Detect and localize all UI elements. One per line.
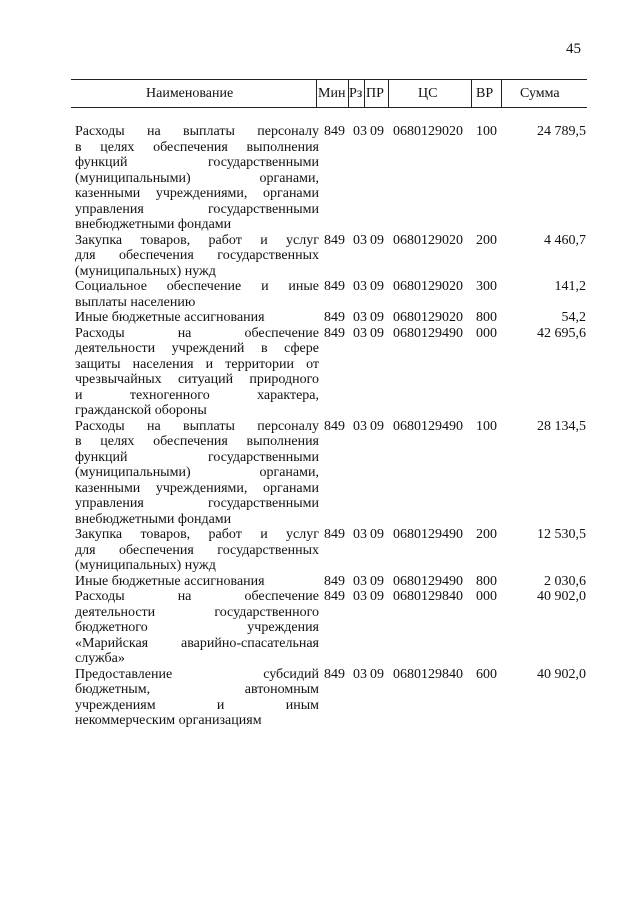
row-name-line: внебюджетными фондами	[75, 511, 232, 527]
row-name-line: гражданской обороны	[75, 403, 207, 418]
cell-pr: 09	[370, 527, 384, 542]
row-name-line: деятельности государственного	[75, 604, 319, 620]
row-name-line: для обеспечения государственных	[75, 248, 319, 263]
header-top-rule	[71, 79, 587, 80]
cell-sum: 24 789,5	[537, 124, 586, 139]
row-name-line: в целях обеспечения выполнения	[75, 139, 319, 155]
row-name	[75, 233, 319, 280]
cell-cs: 0680129490	[393, 418, 463, 434]
column-divider	[316, 79, 317, 107]
cell-pr: 09	[370, 666, 384, 682]
row-name-line: выплаты населению	[75, 294, 196, 310]
cell-pr: 09	[370, 589, 384, 604]
cell-rz: 03	[353, 325, 367, 341]
row-name-line: внебюджетными фондами	[75, 217, 232, 232]
row-name	[75, 574, 319, 590]
table-row	[0, 419, 639, 528]
row-name-line: управления государственными	[75, 496, 319, 511]
cell-min: 849	[324, 527, 345, 542]
header-vr: ВР	[476, 86, 494, 101]
column-divider	[388, 79, 389, 107]
cell-pr: 09	[370, 573, 384, 589]
cell-cs: 0680129020	[393, 279, 463, 294]
cell-pr: 09	[370, 124, 384, 139]
cell-vr: 200	[476, 232, 497, 248]
row-name-line: казенными учреждениями, органами	[75, 186, 319, 201]
row-name-line: (муниципальными) органами,	[75, 465, 319, 480]
cell-cs: 0680129490	[393, 325, 463, 341]
cell-min: 849	[324, 325, 345, 341]
cell-min: 849	[324, 232, 345, 248]
row-name-line: Закупка товаров, работ и услуг	[75, 527, 319, 542]
cell-vr: 800	[476, 573, 497, 589]
cell-sum: 54,2	[561, 310, 586, 325]
cell-cs: 0680129020	[393, 124, 463, 139]
cell-rz: 03	[353, 279, 367, 294]
cell-vr: 600	[476, 666, 497, 682]
column-divider	[471, 79, 472, 107]
row-name-line: защиты населения и территории от	[75, 356, 319, 372]
page-number: 45	[566, 41, 581, 57]
row-name-line: Закупка товаров, работ и услуг	[75, 232, 319, 248]
cell-min: 849	[324, 279, 345, 294]
row-name-line: Расходы на обеспечение	[75, 589, 319, 604]
header-name: Наименование	[146, 86, 234, 101]
table-row	[0, 124, 639, 233]
row-name-line: служба»	[75, 651, 125, 666]
cell-vr: 200	[476, 527, 497, 542]
cell-sum: 12 530,5	[537, 527, 586, 542]
row-name	[75, 419, 319, 528]
row-name-line: функций государственными	[75, 155, 319, 170]
column-divider	[364, 79, 365, 107]
row-name-line: (муниципальными) органами,	[75, 170, 319, 186]
row-name-line: Расходы на выплаты персоналу	[75, 418, 319, 434]
header-rz: Рз	[349, 86, 363, 101]
cell-pr: 09	[370, 232, 384, 248]
cell-rz: 03	[353, 527, 367, 542]
cell-cs: 0680129490	[393, 527, 463, 542]
cell-min: 849	[324, 589, 345, 604]
row-name	[75, 279, 319, 310]
row-name	[75, 326, 319, 419]
cell-pr: 09	[370, 418, 384, 434]
row-name-line: деятельности учреждений в сфере	[75, 341, 319, 356]
cell-vr: 000	[476, 589, 497, 604]
cell-min: 849	[324, 310, 345, 325]
header-pr: ПР	[366, 86, 384, 101]
row-name-line: учреждениям и иным	[75, 697, 319, 713]
cell-pr: 09	[370, 310, 384, 325]
cell-min: 849	[324, 573, 345, 589]
table-row	[0, 279, 639, 310]
cell-cs: 0680129840	[393, 666, 463, 682]
header-cs: ЦС	[418, 86, 438, 101]
cell-sum: 28 134,5	[537, 418, 586, 434]
table-row	[0, 326, 639, 419]
header-bottom-rule	[71, 107, 587, 108]
cell-sum: 40 902,0	[537, 666, 586, 682]
row-name-line: бюджетным, автономным	[75, 682, 319, 697]
cell-rz: 03	[353, 666, 367, 682]
cell-sum: 40 902,0	[537, 589, 586, 604]
cell-sum: 141,2	[554, 279, 586, 294]
table-row	[0, 527, 639, 574]
row-name-line: Расходы на выплаты персоналу	[75, 124, 319, 139]
cell-cs: 0680129490	[393, 573, 463, 589]
table-row	[0, 310, 639, 326]
cell-vr: 000	[476, 325, 497, 341]
cell-pr: 09	[370, 279, 384, 294]
row-name-line: в целях обеспечения выполнения	[75, 434, 319, 449]
cell-rz: 03	[353, 232, 367, 248]
row-name-line: функций государственными	[75, 449, 319, 465]
table-row	[0, 589, 639, 667]
cell-rz: 03	[353, 573, 367, 589]
table-row	[0, 667, 639, 729]
column-divider	[501, 79, 502, 107]
row-name	[75, 589, 319, 667]
cell-min: 849	[324, 124, 345, 139]
row-name-line: для обеспечения государственных	[75, 542, 319, 558]
row-name-line: (муниципальных) нужд	[75, 263, 216, 279]
table-body	[0, 124, 639, 729]
row-name-line: чрезвычайных ситуаций природного	[75, 372, 319, 387]
header-sum: Сумма	[520, 86, 560, 101]
cell-sum: 4 460,7	[544, 232, 586, 248]
cell-vr: 100	[476, 418, 497, 434]
cell-vr: 300	[476, 279, 497, 294]
row-name	[75, 310, 319, 326]
cell-rz: 03	[353, 589, 367, 604]
row-name-line: (муниципальных) нужд	[75, 558, 216, 573]
row-name	[75, 124, 319, 233]
cell-pr: 09	[370, 325, 384, 341]
row-name-line: Иные бюджетные ассигнования	[75, 310, 265, 325]
cell-vr: 100	[476, 124, 497, 139]
cell-sum: 42 695,6	[537, 325, 586, 341]
row-name-line: Иные бюджетные ассигнования	[75, 573, 265, 589]
row-name-line: Расходы на обеспечение	[75, 325, 319, 341]
cell-rz: 03	[353, 310, 367, 325]
row-name-line: казенными учреждениями, органами	[75, 480, 319, 496]
row-name-line: Предоставление субсидий	[75, 666, 319, 682]
table-row	[0, 574, 639, 590]
cell-min: 849	[324, 418, 345, 434]
table-row	[0, 233, 639, 280]
cell-cs: 0680129840	[393, 589, 463, 604]
cell-vr: 800	[476, 310, 497, 325]
header-min: Мин	[318, 86, 346, 101]
cell-rz: 03	[353, 124, 367, 139]
row-name-line: «Марийская аварийно-спасательная	[75, 635, 319, 651]
row-name-line: и техногенного характера,	[75, 387, 319, 403]
row-name	[75, 667, 319, 729]
cell-cs: 0680129020	[393, 310, 463, 325]
row-name-line: Социальное обеспечение и иные	[75, 279, 319, 294]
row-name-line: некоммерческим организациям	[75, 713, 262, 728]
cell-sum: 2 030,6	[544, 573, 586, 589]
row-name-line: управления государственными	[75, 201, 319, 217]
row-name	[75, 527, 319, 574]
row-name-line: бюджетного учреждения	[75, 620, 319, 635]
cell-min: 849	[324, 666, 345, 682]
cell-cs: 0680129020	[393, 232, 463, 248]
cell-rz: 03	[353, 418, 367, 434]
